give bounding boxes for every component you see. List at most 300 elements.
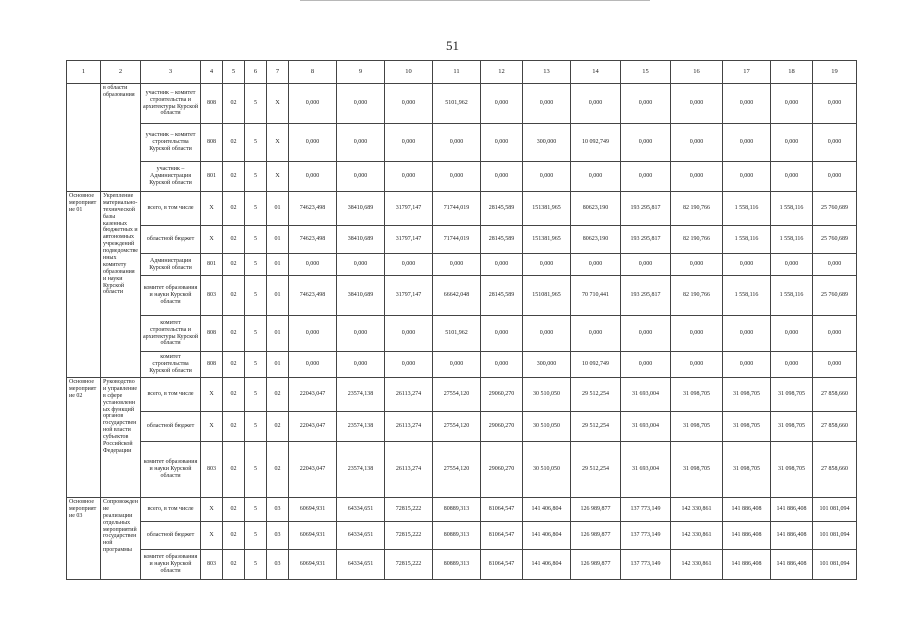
value-cell: 141 406,804: [523, 522, 571, 550]
value-cell: 5101,962: [433, 316, 481, 352]
value-cell: 31 098,705: [723, 442, 771, 498]
value-cell: 5: [245, 84, 267, 124]
header-cell: 10: [385, 61, 433, 84]
participant-cell: всего, в том числе: [141, 498, 201, 522]
participant-cell: областной бюджет: [141, 522, 201, 550]
value-cell: 0,000: [433, 124, 481, 162]
value-cell: 0,000: [813, 352, 857, 378]
value-cell: 1 558,116: [771, 276, 813, 316]
budget-table: [66, 60, 857, 580]
value-cell: 141 886,408: [723, 550, 771, 580]
value-cell: 28145,589: [481, 276, 523, 316]
value-cell: 0,000: [481, 316, 523, 352]
value-cell: 70 710,441: [571, 276, 621, 316]
value-cell: 31 098,705: [671, 378, 723, 412]
participant-cell: комитет образования и науки Курской области: [141, 442, 201, 498]
value-cell: 142 330,861: [671, 550, 723, 580]
value-cell: 801: [201, 254, 223, 276]
header-cell: 3: [141, 61, 201, 84]
activity-name: в области образования: [101, 84, 141, 192]
value-cell: 38410,689: [337, 192, 385, 226]
value-cell: 60694,931: [289, 522, 337, 550]
value-cell: 803: [201, 276, 223, 316]
value-cell: 0,000: [621, 124, 671, 162]
value-cell: 02: [223, 276, 245, 316]
participant-cell: всего, в том числе: [141, 192, 201, 226]
value-cell: 0,000: [289, 352, 337, 378]
table-row: [67, 378, 857, 412]
value-cell: 02: [223, 192, 245, 226]
value-cell: 31797,147: [385, 226, 433, 254]
value-cell: 01: [267, 316, 289, 352]
value-cell: 0,000: [337, 352, 385, 378]
value-cell: 151381,965: [523, 226, 571, 254]
value-cell: 0,000: [723, 316, 771, 352]
value-cell: 31797,147: [385, 192, 433, 226]
value-cell: 02: [223, 162, 245, 192]
value-cell: Х: [267, 162, 289, 192]
value-cell: 27 858,660: [813, 378, 857, 412]
value-cell: 02: [223, 378, 245, 412]
value-cell: 0,000: [433, 162, 481, 192]
value-cell: 02: [223, 522, 245, 550]
value-cell: 5: [245, 550, 267, 580]
value-cell: 64334,651: [337, 522, 385, 550]
value-cell: 31 693,004: [621, 412, 671, 442]
header-cell: 1: [67, 61, 101, 84]
value-cell: 0,000: [289, 162, 337, 192]
value-cell: 02: [223, 84, 245, 124]
header-cell: 12: [481, 61, 523, 84]
value-cell: 23574,138: [337, 378, 385, 412]
value-cell: 0,000: [523, 162, 571, 192]
table-row: [67, 276, 857, 316]
value-cell: 30 510,050: [523, 412, 571, 442]
value-cell: 126 989,877: [571, 550, 621, 580]
value-cell: 29060,270: [481, 378, 523, 412]
value-cell: 126 989,877: [571, 498, 621, 522]
value-cell: 02: [223, 316, 245, 352]
value-cell: 0,000: [571, 254, 621, 276]
value-cell: 5: [245, 352, 267, 378]
value-cell: 29 512,254: [571, 412, 621, 442]
value-cell: 1 558,116: [723, 276, 771, 316]
value-cell: 03: [267, 498, 289, 522]
value-cell: 137 773,149: [621, 550, 671, 580]
participant-cell: комитет образования и науки Курской области: [141, 276, 201, 316]
value-cell: 02: [223, 498, 245, 522]
table-row: [67, 84, 857, 124]
value-cell: 80889,313: [433, 498, 481, 522]
table-row: [67, 412, 857, 442]
value-cell: 808: [201, 316, 223, 352]
value-cell: 81064,547: [481, 522, 523, 550]
value-cell: 101 081,094: [813, 522, 857, 550]
value-cell: 0,000: [621, 352, 671, 378]
table-row: [67, 192, 857, 226]
value-cell: 300,000: [523, 352, 571, 378]
value-cell: 02: [267, 442, 289, 498]
value-cell: 31 098,705: [771, 412, 813, 442]
table-row: [67, 226, 857, 254]
value-cell: 300,000: [523, 124, 571, 162]
value-cell: 0,000: [771, 162, 813, 192]
participant-cell: областной бюджет: [141, 412, 201, 442]
value-cell: 5: [245, 378, 267, 412]
header-cell: 2: [101, 61, 141, 84]
activity-code: Основное мероприятие 02: [67, 378, 101, 498]
value-cell: 80623,190: [571, 226, 621, 254]
activity-name: Руководство и управление в сфере установленных функций органов государственной власти субъектов Российской Федерации: [101, 378, 141, 498]
value-cell: 38410,689: [337, 276, 385, 316]
value-cell: 22043,047: [289, 378, 337, 412]
value-cell: 0,000: [671, 84, 723, 124]
value-cell: 801: [201, 162, 223, 192]
value-cell: 72815,222: [385, 522, 433, 550]
value-cell: 0,000: [481, 84, 523, 124]
value-cell: 0,000: [771, 352, 813, 378]
participant-cell: областной бюджет: [141, 226, 201, 254]
header-cell: 13: [523, 61, 571, 84]
value-cell: 0,000: [481, 162, 523, 192]
value-cell: 0,000: [723, 162, 771, 192]
value-cell: 0,000: [385, 316, 433, 352]
participant-cell: участник – комитет строительства и архитектуры Курской области: [141, 84, 201, 124]
value-cell: 0,000: [771, 254, 813, 276]
value-cell: 137 773,149: [621, 498, 671, 522]
value-cell: 66642,048: [433, 276, 481, 316]
value-cell: 0,000: [723, 352, 771, 378]
value-cell: 141 886,408: [723, 498, 771, 522]
value-cell: 142 330,861: [671, 522, 723, 550]
value-cell: 808: [201, 352, 223, 378]
value-cell: 26113,274: [385, 412, 433, 442]
value-cell: 31 098,705: [671, 412, 723, 442]
value-cell: 38410,689: [337, 226, 385, 254]
value-cell: 10 092,749: [571, 124, 621, 162]
value-cell: 1 558,116: [723, 226, 771, 254]
value-cell: 5: [245, 192, 267, 226]
value-cell: 803: [201, 550, 223, 580]
value-cell: 64334,651: [337, 498, 385, 522]
value-cell: 0,000: [481, 352, 523, 378]
value-cell: 0,000: [813, 162, 857, 192]
value-cell: 31 098,705: [723, 412, 771, 442]
value-cell: 29060,270: [481, 412, 523, 442]
value-cell: 71744,019: [433, 226, 481, 254]
value-cell: 0,000: [337, 84, 385, 124]
value-cell: 74623,498: [289, 226, 337, 254]
value-cell: 0,000: [723, 124, 771, 162]
table-row: [67, 162, 857, 192]
value-cell: 0,000: [723, 254, 771, 276]
value-cell: 30 510,050: [523, 378, 571, 412]
header-cell: 14: [571, 61, 621, 84]
table-row: [67, 498, 857, 522]
header-cell: 5: [223, 61, 245, 84]
header-cell: 6: [245, 61, 267, 84]
value-cell: 0,000: [337, 124, 385, 162]
value-cell: 31 098,705: [771, 442, 813, 498]
value-cell: 0,000: [385, 162, 433, 192]
activity-code: Основное мероприятие 01: [67, 192, 101, 378]
value-cell: 5: [245, 124, 267, 162]
activity-code: [67, 84, 101, 192]
value-cell: 30 510,050: [523, 442, 571, 498]
value-cell: 02: [267, 412, 289, 442]
value-cell: 0,000: [337, 254, 385, 276]
value-cell: 0,000: [671, 352, 723, 378]
value-cell: 1 558,116: [771, 226, 813, 254]
value-cell: 74623,498: [289, 192, 337, 226]
value-cell: 10 092,749: [571, 352, 621, 378]
value-cell: 01: [267, 276, 289, 316]
value-cell: 02: [223, 412, 245, 442]
table-row: [67, 254, 857, 276]
value-cell: 72815,222: [385, 550, 433, 580]
value-cell: Х: [201, 192, 223, 226]
value-cell: 82 190,766: [671, 192, 723, 226]
value-cell: 80889,313: [433, 550, 481, 580]
value-cell: 82 190,766: [671, 226, 723, 254]
participant-cell: участник – Администрация Курской области: [141, 162, 201, 192]
participant-cell: участник – комитет строительства Курской области: [141, 124, 201, 162]
value-cell: 27 858,660: [813, 412, 857, 442]
value-cell: Х: [201, 522, 223, 550]
value-cell: 5: [245, 442, 267, 498]
table-row: [67, 550, 857, 580]
value-cell: 0,000: [385, 352, 433, 378]
value-cell: 01: [267, 352, 289, 378]
value-cell: 0,000: [571, 316, 621, 352]
value-cell: 27554,120: [433, 442, 481, 498]
value-cell: 01: [267, 226, 289, 254]
header-cell: 7: [267, 61, 289, 84]
value-cell: 151381,965: [523, 192, 571, 226]
value-cell: 29 512,254: [571, 442, 621, 498]
header-cell: 8: [289, 61, 337, 84]
header-cell: 18: [771, 61, 813, 84]
value-cell: 193 295,817: [621, 192, 671, 226]
value-cell: 0,000: [621, 254, 671, 276]
value-cell: 02: [223, 124, 245, 162]
header-cell: 16: [671, 61, 723, 84]
value-cell: 0,000: [621, 162, 671, 192]
value-cell: 0,000: [771, 316, 813, 352]
header-cell: 15: [621, 61, 671, 84]
value-cell: 1 558,116: [723, 192, 771, 226]
value-cell: 141 406,804: [523, 550, 571, 580]
value-cell: 0,000: [621, 316, 671, 352]
value-cell: 31797,147: [385, 276, 433, 316]
header-cell: 17: [723, 61, 771, 84]
value-cell: 141 886,408: [771, 522, 813, 550]
value-cell: 02: [223, 442, 245, 498]
value-cell: 151081,965: [523, 276, 571, 316]
value-cell: 28145,589: [481, 226, 523, 254]
value-cell: 80623,190: [571, 192, 621, 226]
value-cell: 126 989,877: [571, 522, 621, 550]
participant-cell: комитет строительства Курской области: [141, 352, 201, 378]
value-cell: 80889,313: [433, 522, 481, 550]
value-cell: 0,000: [523, 254, 571, 276]
value-cell: 5: [245, 226, 267, 254]
value-cell: 101 081,094: [813, 498, 857, 522]
value-cell: 137 773,149: [621, 522, 671, 550]
value-cell: 5: [245, 276, 267, 316]
value-cell: 0,000: [289, 254, 337, 276]
value-cell: 193 295,817: [621, 226, 671, 254]
participant-cell: всего, в том числе: [141, 378, 201, 412]
activity-name: Укрепление материально-технической базы казенных бюджетных и автономных учреждений подведомственных комитету образования и науки Курской области: [101, 192, 141, 378]
value-cell: 141 406,804: [523, 498, 571, 522]
value-cell: 5: [245, 412, 267, 442]
value-cell: 22043,047: [289, 442, 337, 498]
value-cell: 60694,931: [289, 498, 337, 522]
value-cell: 141 886,408: [723, 522, 771, 550]
value-cell: 22043,047: [289, 412, 337, 442]
header-cell: 19: [813, 61, 857, 84]
participant-cell: Администрация Курской области: [141, 254, 201, 276]
value-cell: 0,000: [813, 254, 857, 276]
value-cell: 0,000: [523, 316, 571, 352]
header-cell: 11: [433, 61, 481, 84]
header-cell: 9: [337, 61, 385, 84]
value-cell: 0,000: [813, 84, 857, 124]
value-cell: 0,000: [289, 316, 337, 352]
participant-cell: комитет образования и науки Курской области: [141, 550, 201, 580]
value-cell: 25 760,689: [813, 276, 857, 316]
value-cell: 81064,547: [481, 550, 523, 580]
value-cell: 0,000: [385, 124, 433, 162]
value-cell: 27554,120: [433, 378, 481, 412]
value-cell: Х: [201, 498, 223, 522]
value-cell: 02: [223, 352, 245, 378]
value-cell: 71744,019: [433, 192, 481, 226]
value-cell: 142 330,861: [671, 498, 723, 522]
value-cell: 141 886,408: [771, 498, 813, 522]
value-cell: 74623,498: [289, 276, 337, 316]
value-cell: Х: [267, 84, 289, 124]
value-cell: 02: [223, 226, 245, 254]
activity-code: Основное мероприятие 03: [67, 498, 101, 580]
value-cell: 81064,547: [481, 498, 523, 522]
value-cell: 0,000: [289, 84, 337, 124]
value-cell: 0,000: [723, 84, 771, 124]
value-cell: 02: [267, 378, 289, 412]
value-cell: 0,000: [671, 254, 723, 276]
value-cell: 0,000: [621, 84, 671, 124]
value-cell: 0,000: [523, 84, 571, 124]
value-cell: 0,000: [337, 316, 385, 352]
value-cell: 0,000: [433, 352, 481, 378]
table-row: [67, 124, 857, 162]
value-cell: 0,000: [385, 84, 433, 124]
value-cell: 0,000: [481, 124, 523, 162]
value-cell: 60694,931: [289, 550, 337, 580]
value-cell: 141 886,408: [771, 550, 813, 580]
value-cell: 31 098,705: [671, 442, 723, 498]
value-cell: Х: [201, 226, 223, 254]
value-cell: 0,000: [337, 162, 385, 192]
value-cell: 25 760,689: [813, 226, 857, 254]
value-cell: 803: [201, 442, 223, 498]
value-cell: 0,000: [813, 124, 857, 162]
value-cell: 5: [245, 162, 267, 192]
page-number: 51: [446, 38, 459, 53]
value-cell: Х: [201, 412, 223, 442]
value-cell: 0,000: [671, 316, 723, 352]
value-cell: 27 858,660: [813, 442, 857, 498]
value-cell: 25 760,689: [813, 192, 857, 226]
value-cell: 31 693,004: [621, 378, 671, 412]
value-cell: 5101,962: [433, 84, 481, 124]
value-cell: 0,000: [671, 124, 723, 162]
value-cell: 31 098,705: [723, 378, 771, 412]
value-cell: 02: [223, 254, 245, 276]
header-row: [67, 61, 857, 84]
table-row: [67, 352, 857, 378]
value-cell: 0,000: [289, 124, 337, 162]
value-cell: 01: [267, 254, 289, 276]
value-cell: 0,000: [481, 254, 523, 276]
value-cell: 101 081,094: [813, 550, 857, 580]
value-cell: 0,000: [671, 162, 723, 192]
value-cell: 808: [201, 124, 223, 162]
participant-cell: комитет строительства и архитектуры Курской области: [141, 316, 201, 352]
table-row: [67, 522, 857, 550]
value-cell: 82 190,766: [671, 276, 723, 316]
value-cell: 193 295,817: [621, 276, 671, 316]
value-cell: 1 558,116: [771, 192, 813, 226]
value-cell: 5: [245, 498, 267, 522]
value-cell: 03: [267, 550, 289, 580]
value-cell: 26113,274: [385, 378, 433, 412]
value-cell: 23574,138: [337, 412, 385, 442]
value-cell: 29060,270: [481, 442, 523, 498]
value-cell: 808: [201, 84, 223, 124]
header-cell: 4: [201, 61, 223, 84]
value-cell: 28145,589: [481, 192, 523, 226]
table-row: [67, 316, 857, 352]
value-cell: Х: [267, 124, 289, 162]
value-cell: 5: [245, 254, 267, 276]
value-cell: 0,000: [813, 316, 857, 352]
value-cell: 02: [223, 550, 245, 580]
value-cell: 03: [267, 522, 289, 550]
value-cell: 26113,274: [385, 442, 433, 498]
top-rule: [300, 0, 650, 1]
value-cell: 0,000: [771, 84, 813, 124]
value-cell: 31 693,004: [621, 442, 671, 498]
value-cell: 29 512,254: [571, 378, 621, 412]
value-cell: 5: [245, 522, 267, 550]
value-cell: 31 098,705: [771, 378, 813, 412]
value-cell: 23574,138: [337, 442, 385, 498]
value-cell: Х: [201, 378, 223, 412]
value-cell: 27554,120: [433, 412, 481, 442]
value-cell: 5: [245, 316, 267, 352]
value-cell: 0,000: [385, 254, 433, 276]
value-cell: 0,000: [571, 162, 621, 192]
value-cell: 0,000: [571, 84, 621, 124]
value-cell: 0,000: [771, 124, 813, 162]
value-cell: 0,000: [433, 254, 481, 276]
value-cell: 01: [267, 192, 289, 226]
value-cell: 64334,651: [337, 550, 385, 580]
table-row: [67, 442, 857, 498]
value-cell: 72815,222: [385, 498, 433, 522]
